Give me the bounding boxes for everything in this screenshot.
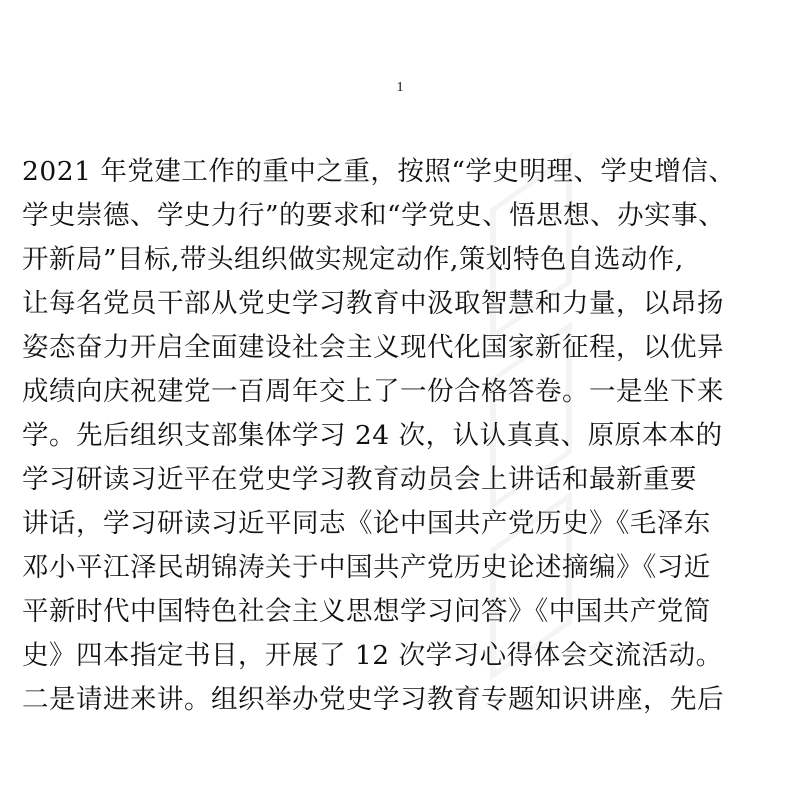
page-number: 1 <box>396 80 404 95</box>
paragraph-line: 学习研读习近平在党史学习教育动员会上讲话和最新重要 <box>22 464 697 495</box>
paragraph-line: 让每名党员干部从党史学习教育中汲取智慧和力量，以昂扬 <box>22 288 724 319</box>
paragraph-line: 平新时代中国特色社会主义思想学习问答》《中国共产党简 <box>22 596 711 627</box>
paragraph-line: 邓小平江泽民胡锦涛关于中国共产党历史论述摘编》《习近 <box>22 552 711 583</box>
cropped-heading-fragment <box>60 0 800 4</box>
paragraph-line: 成绩向庆祝建党一百周年交上了一份合格答卷。一是坐下来 <box>22 376 724 407</box>
paragraph-line: 开新局”目标,带头组织做实规定动作,策划特色自选动作, <box>22 244 684 275</box>
paragraph-line: 2021 年党建工作的重中之重，按照“学史明理、学史增信、 <box>22 156 736 187</box>
paragraph-line: 讲话，学习研读习近平同志《论中国共产党历史》《毛泽东 <box>22 508 711 539</box>
paragraph-line: 二是请进来讲。组织举办党史学习教育专题知识讲座，先后 <box>22 684 724 715</box>
body-paragraph <box>22 150 782 722</box>
paragraph-line: 学。先后组织支部集体学习 24 次，认认真真、原原本本的 <box>22 420 723 451</box>
paragraph-line: 姿态奋力开启全面建设社会主义现代化国家新征程，以优异 <box>22 332 724 363</box>
paragraph-line: 史》四本指定书目，开展了 12 次学习心得体会交流活动。 <box>22 640 723 671</box>
paragraph-line: 学史崇德、学史力行”的要求和“学党史、悟思想、办实事、 <box>22 200 726 231</box>
